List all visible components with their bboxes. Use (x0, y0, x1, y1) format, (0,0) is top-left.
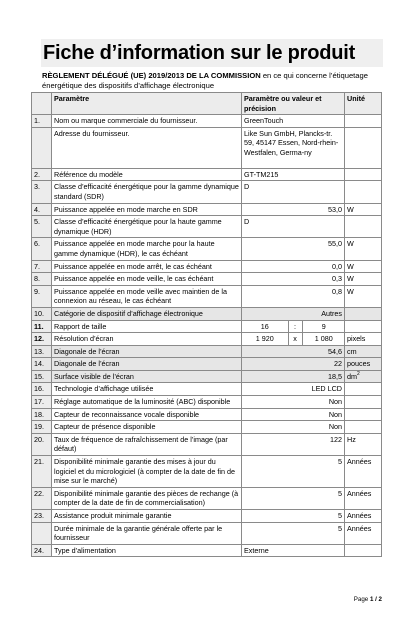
table-row: Adresse du fournisseur. Like Sun GmbH, Plancks-tr. 59, 45147 Essen, Nord-rhein-Westfalen, Germa-ny (32, 127, 382, 168)
table-row: 8. Puissance appelée en mode veille, le cas échéant 0,3 W (32, 273, 382, 286)
table-row: 24. Type d’alimentation Externe (32, 544, 382, 557)
table-row: 18. Capteur de reconnaissance vocale disponible Non (32, 408, 382, 421)
regulation-reference: RÈGLEMENT DÉLÉGUÉ (UE) 2019/2013 DE LA COMMISSION (42, 71, 261, 80)
header-num (32, 93, 52, 115)
supplier-address: Like Sun GmbH, Plancks-tr. 59, 45147 Essen, Nord-rhein-Westfalen, Germa-ny (242, 127, 345, 168)
header-value: Paramètre ou valeur et précision (242, 93, 345, 115)
table-row: 3. Classe d’efficacité énergétique pour la gamme dynamique standard (SDR) D (32, 181, 382, 203)
table-row: 10. Catégorie de dispositif d’affichage électronique Autres (32, 307, 382, 320)
aspect-ratio-height: 9 (321, 321, 326, 331)
table-row: Durée minimale de la garantie générale offerte par le fournisseur 5 Années (32, 522, 382, 544)
table-row: 13. Diagonale de l’écran 54,6 cm (32, 345, 382, 358)
table-row: 20. Taux de fréquence de rafraîchissement de l’image (par défaut) 122 Hz (32, 433, 382, 455)
table-row: 16. Technologie d’affichage utilisée LED LCD (32, 383, 382, 396)
regulation-subtitle (42, 71, 382, 91)
table-row: 15. Surface visible de l’écran 18,5 $dm^2$ (32, 370, 382, 383)
table-row: 5. Classe d’efficacité énergétique pour la haute gamme dynamique (HDR) D (32, 216, 382, 238)
table-row: 19. Capteur de présence disponible Non (32, 421, 382, 434)
table-row: 12. Résolution d’écran 1 920 x 1 080 pixels (32, 333, 382, 346)
aspect-ratio-width: 16 (242, 321, 288, 333)
product-info-table (31, 92, 382, 557)
table-header-row (32, 93, 382, 115)
header-param: Paramètre (52, 93, 242, 115)
table-row: 2. Référence du modèle GT-TM215 (32, 168, 382, 181)
table-row: 6. Puissance appelée en mode marche pour la haute gamme dynamique (HDR), le cas échéant 55,0 W (32, 238, 382, 260)
table-row: 9. Puissance appelée en mode veille avec maintien de la connexion au réseau, le cas échéant 0,8 W (32, 285, 382, 307)
page-number: Page 1 / 2 (353, 596, 382, 603)
resolution-width: 1 920 (242, 333, 288, 345)
table-row: 21. Disponibilité minimale garantie des mises à jour du logiciel et du micrologiciel (à compter de la date de fin de mise sur le marché) 5 Années (32, 456, 382, 488)
page-title: Fiche d’information sur le produit (41, 39, 383, 67)
table-row: 23. Assistance produit minimale garantie 5 Années (32, 510, 382, 523)
table-row: 17. Réglage automatique de la luminosité (ABC) disponible Non (32, 396, 382, 409)
table-row: 14. Diagonale de l’écran 22 pouces (32, 358, 382, 371)
regulation-description: en ce qui concerne l’étiquetage énergétique des dispositifs d’affichage électronique (42, 71, 368, 90)
header-unit: Unité (345, 93, 382, 115)
resolution-height: 1 080 (314, 334, 333, 344)
table-row: 11. Rapport de taille 16 : 9 (32, 320, 382, 333)
table-row: 7. Puissance appelée en mode arrêt, le cas échéant 0,0 W (32, 260, 382, 273)
table-row: 1. Nom ou marque commerciale du fournisseur. GreenTouch (32, 115, 382, 128)
table-row: 22. Disponibilité minimale garantie des pièces de rechange (à compter de la date de fin de commercialisation) 5 Années (32, 487, 382, 509)
table-row: 4. Puissance appelée en mode marche en SDR 53,0 W (32, 203, 382, 216)
